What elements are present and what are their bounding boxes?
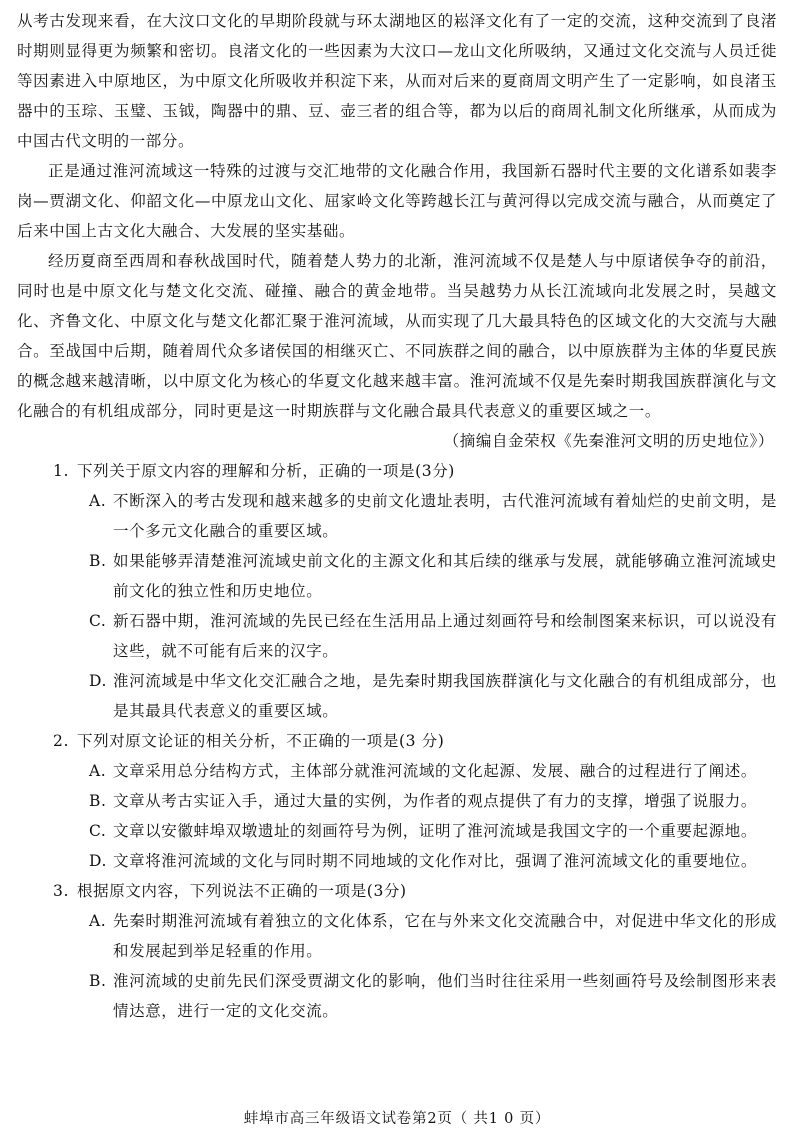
option-text: 文章采用总分结构方式，主体部分就淮河流域的文化起源、发展、融合的过程进行了阐述。 [113, 762, 758, 780]
option-a[interactable] [89, 486, 777, 546]
option-text: 如果能够弄清楚淮河流域史前文化的主源文化和其后续的继承与发展，就能够确立淮河流域史前文化的独立性和历史地位。 [113, 552, 777, 600]
question-1 [53, 456, 777, 726]
option-letter: D. [89, 852, 108, 870]
option-text: 文章以安徽蚌埠双墩遗址的刻画符号为例，证明了淮河流域是我国文字的一个重要起源地。 [113, 822, 758, 840]
option-text: 不断深入的考古发现和越来越多的史前文化遗址表明，古代淮河流域有着灿烂的史前文明，是一个多元文化融合的重要区域。 [113, 492, 777, 540]
question-stem: 下列对原文论证的相关分析，不正确的一项是(3 分) [77, 732, 445, 750]
question-stem: 根据原文内容，下列说法不正确的一项是(3分) [77, 882, 407, 900]
option-letter: A. [89, 762, 107, 780]
question-number: 1. [53, 462, 69, 480]
question-stem: 下列关于原文内容的理解和分析，正确的一项是(3分) [77, 462, 455, 480]
option-letter: C. [89, 822, 107, 840]
option-text: 淮河流域是中华文化交汇融合之地，是先秦时期我国族群演化与文化融合的有机组成部分，也是其最具代表意义的重要区域。 [113, 672, 777, 720]
passage-paragraph-1: 从考古发现来看，在大汶口文化的早期阶段就与环太湖地区的崧泽文化有了一定的交流，这种交流到了良渚时期则显得更为频繁和密切。良渚文化的一些因素为大汶口—龙山文化所吸纳，又通过文化交流与人员迁徙等因素进入中原地区，为中原文化所吸收并积淀下来，从而对后来的夏商周文明产生了一定影响，如良渚玉器中的玉琮、玉璧、玉钺，陶器中的鼎、豆、壶三者的组合等，都为以后的商周礼制文化所继承，从而成为中国古代文明的一部分。 [17, 12, 777, 150]
question-3 [53, 876, 777, 1026]
option-c[interactable] [89, 606, 777, 666]
option-text: 先秦时期淮河流域有着独立的文化体系，它在与外来文化交流融合中，对促进中华文化的形成和发展起到举足轻重的作用。 [113, 912, 777, 960]
option-b[interactable] [89, 966, 777, 1026]
passage-paragraph-2: 正是通过淮河流域这一特殊的过渡与交汇地带的文化融合作用，我国新石器时代主要的文化谱系如裴李岗—贾湖文化、仰韶文化—中原龙山文化、屈家岭文化等跨越长江与黄河得以完成交流与融合，从而奠定了后来中国上古文化大融合、大发展的坚实基础。 [17, 162, 777, 240]
option-letter: B. [89, 972, 107, 990]
option-letter: A. [89, 912, 107, 930]
page-footer: 蚌埠市高三年级语文试卷第2页（ 共1 0 页） [243, 1111, 551, 1127]
source-citation: （摘编自金荣权《先秦淮河文明的历史地位》） [443, 432, 774, 450]
option-letter: B. [89, 552, 107, 570]
option-text: 文章从考古实证入手，通过大量的实例，为作者的观点提供了有力的支撑，增强了说服力。 [113, 792, 758, 810]
question-number: 3. [53, 882, 69, 900]
question-number: 2. [53, 732, 69, 750]
option-b[interactable] [89, 546, 777, 606]
option-text: 新石器中期，淮河流域的先民已经在生活用品上通过刻画符号和绘制图案来标识，可以说没有这些，就不可能有后来的汉字。 [113, 612, 777, 660]
option-d[interactable] [89, 666, 777, 726]
question-2 [53, 726, 777, 876]
passage-paragraph-3: 经历夏商至西周和春秋战国时代，随着楚人势力的北渐，淮河流域不仅是楚人与中原诸侯争夺的前沿，同时也是中原文化与楚文化交流、碰撞、融合的黄金地带。当吴越势力从长江流域向北发展之时，吴越文化、齐鲁文化、中原文化与楚文化都汇聚于淮河流域，从而实现了几大最具特色的区域文化的大交流与大融合。至战国中后期，随着周代众多诸侯国的相继灭亡、不同族群之间的融合，以中原族群为主体的华夏民族的概念越来越清晰，以中原文化为核心的华夏文化越来越丰富。淮河流域不仅是先秦时期我国族群演化与文化融合的有机组成部分，同时更是这一时期族群与文化融合最具代表意义的重要区域之一。 [17, 252, 777, 420]
passage [17, 6, 777, 456]
option-b[interactable] [89, 786, 777, 816]
option-d[interactable] [89, 846, 777, 876]
option-a[interactable] [89, 906, 777, 966]
option-text: 淮河流域的史前先民们深受贾湖文化的影响，他们当时往往采用一些刻画符号及绘制图形来表情达意，进行一定的文化交流。 [113, 972, 777, 1020]
option-letter: C. [89, 612, 107, 630]
option-letter: B. [89, 792, 107, 810]
option-letter: D. [89, 672, 108, 690]
option-c[interactable] [89, 816, 777, 846]
option-letter: A. [89, 492, 107, 510]
option-a[interactable] [89, 756, 777, 786]
option-text: 文章将淮河流域的文化与同时期不同地域的文化作对比，强调了淮河流域文化的重要地位。 [113, 852, 758, 870]
